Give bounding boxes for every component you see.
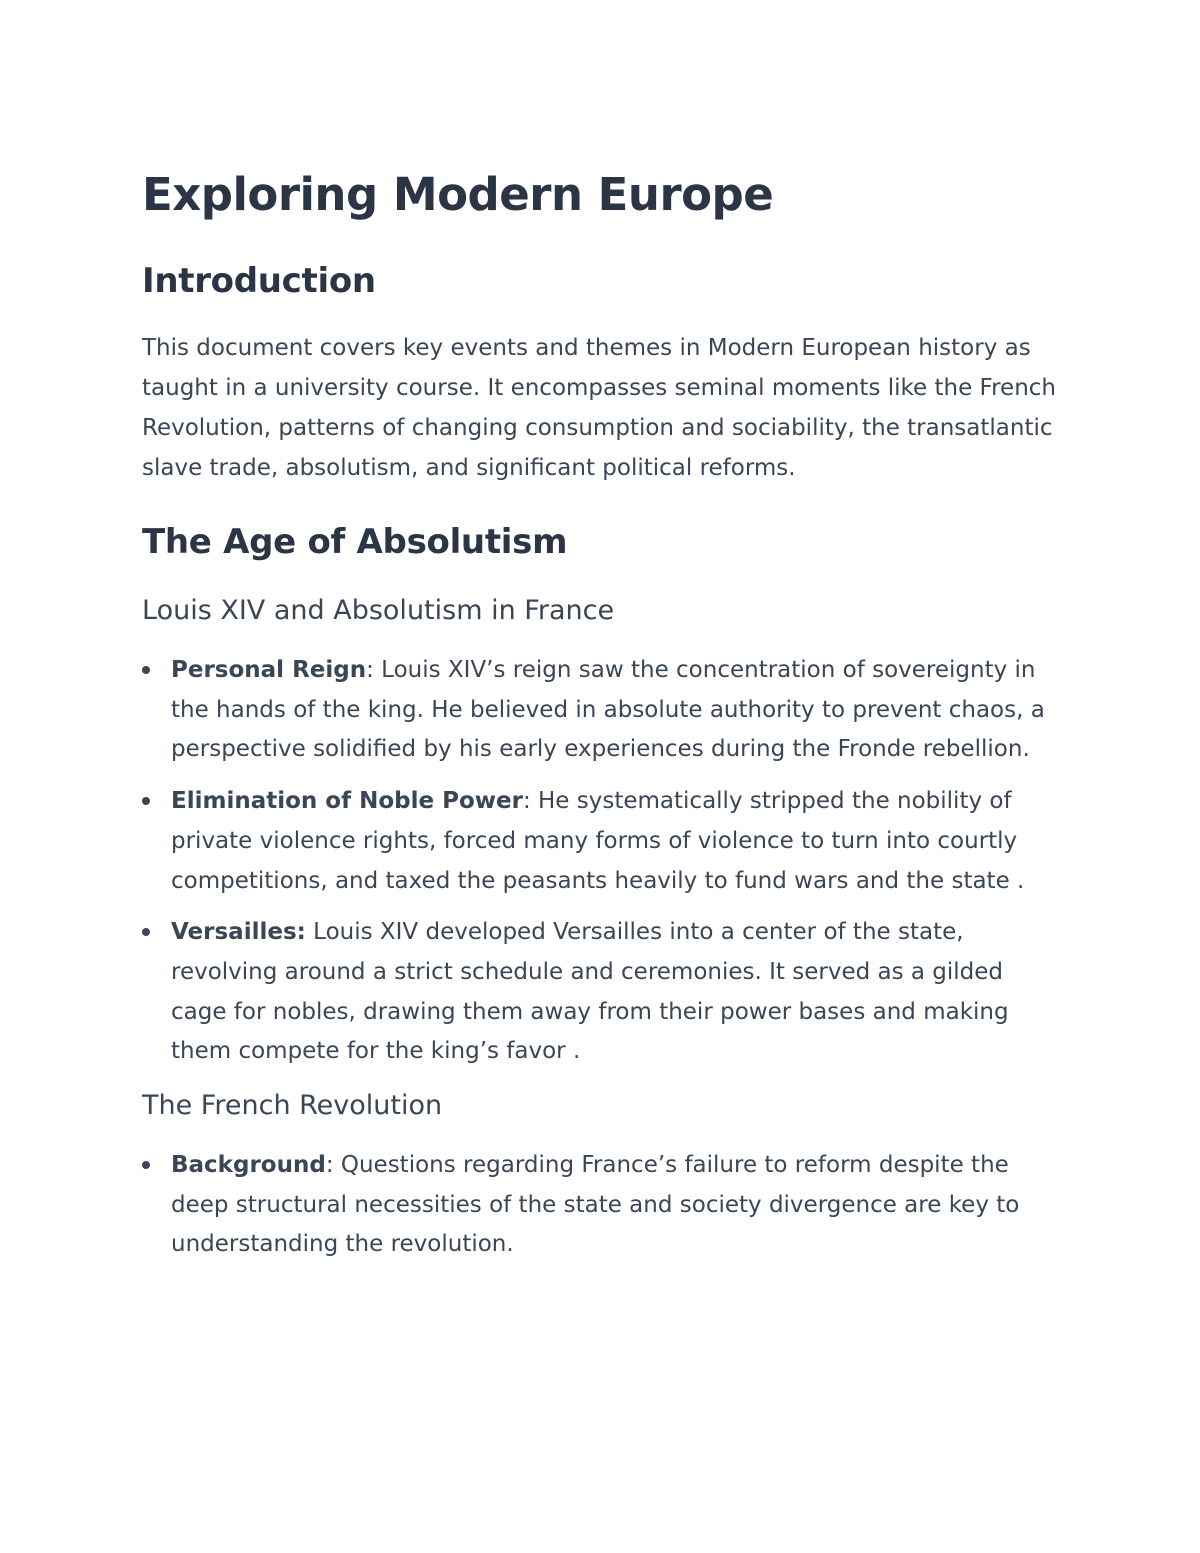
introduction-paragraph: This document covers key events and themes in Modern European history as taught in a university course. It encompasses seminal moments like the French Revolution, patterns of changing consumption and sociability, the transatlantic slave trade, absolutism, and significant political reforms. <box>142 335 1057 481</box>
bullet-icon <box>142 797 150 805</box>
bullet-icon <box>142 928 150 936</box>
absolutism-heading: The Age of Absolutism <box>142 522 568 562</box>
list-item-term: Elimination of Noble Power <box>171 788 523 815</box>
bullet-icon <box>142 1161 150 1169</box>
french-revolution-subheading: The French Revolution <box>142 1090 443 1122</box>
list-item <box>142 1146 1058 1265</box>
list-item <box>142 782 1058 901</box>
introduction-heading: Introduction <box>142 261 376 301</box>
list-item-term: Versailles: <box>171 919 306 946</box>
list-item <box>142 913 1058 1072</box>
french-revolution-list <box>142 1146 1058 1265</box>
list-item-text: : He systematically stripped the nobility of private violence rights, forced many forms of violence to turn into courtly competitions, and taxed the peasants heavily to fund wars and the state . <box>171 788 1025 894</box>
bullet-icon <box>142 666 150 674</box>
document-page <box>142 164 1058 1277</box>
list-item-term: Personal Reign <box>171 657 367 683</box>
list-item-term: Background <box>171 1152 326 1179</box>
list-item-text: : Questions regarding France’s failure to reform despite the deep structural necessities of the state and society divergence are key to understanding the revolution. <box>171 1152 1020 1258</box>
louis-xiv-list <box>142 651 1058 1072</box>
list-item-text: : Louis XIV’s reign saw the concentration of sovereignty in the hands of the king. He believed in absolute authority to prevent chaos, a perspective solidified by his early experiences during the Fronde rebellion. <box>171 657 1045 763</box>
document-title: Exploring Modern Europe <box>142 168 774 221</box>
louis-xiv-subheading: Louis XIV and Absolutism in France <box>142 595 615 626</box>
list-item-text: Louis XIV developed Versailles into a center of the state, revolving around a strict schedule and ceremonies. It served as a gilded cage for nobles, drawing them away from their power bases and making them compete for the king’s favor . <box>171 919 1009 1065</box>
list-item <box>142 651 1058 770</box>
